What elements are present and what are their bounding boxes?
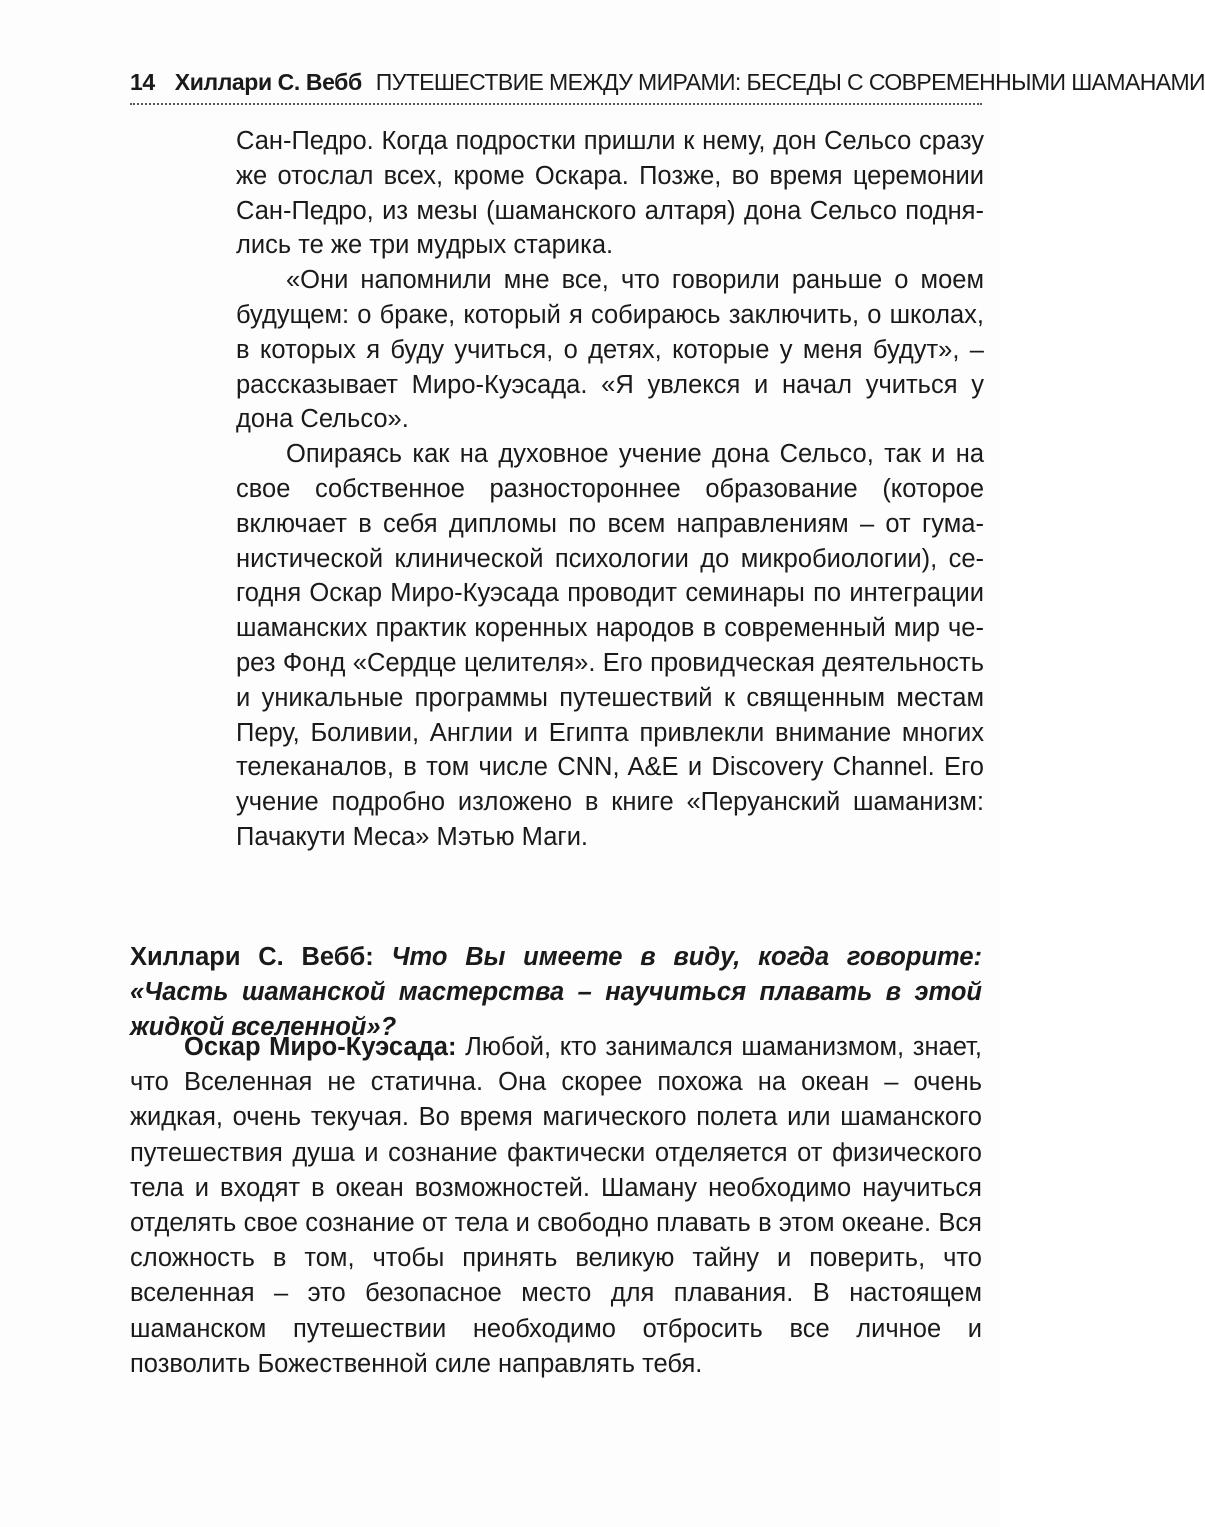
header-dotted-rule bbox=[130, 103, 982, 105]
answer-speaker: Оскар Миро-Куэсада: bbox=[184, 1033, 457, 1061]
narrative-paragraph-1: Сан-Педро. Когда подростки пришли к нему, дон Сельсо сразу же отослал всех, кроме Оскара. Позже, во время церемонии Сан-Педро, из мезы (шаманского алтаря) дона Сельсо поднялись те же три мудрых старика. bbox=[236, 127, 984, 260]
header-book-title: ПУТЕШЕСТВИЕ МЕЖДУ МИРАМИ: БЕСЕДЫ С СОВРЕМЕННЫМИ ШАМАНАМИ bbox=[375, 69, 1205, 95]
narrative-section bbox=[236, 124, 984, 855]
interview-answer bbox=[130, 1030, 982, 1382]
question-text: Что Вы имеете в виду, когда говорите: «Часть шаманской мастерства – научиться плавать в этой жидкой вселенной»? bbox=[130, 943, 982, 1041]
header-author: Хиллари С. Вебб bbox=[174, 69, 362, 95]
narrative-paragraph-3: Опираясь как на духовное учение дона Сельсо, так и на свое собственное разностороннее образование (которое включает в себя дипломы по всем направлениям – от гуманистической клинической психологии до микробиологии), сегодня Оскар Миро-Куэсада проводит семинары по интеграции шаманских практик коренных народов в современный мир через Фонд «Сердце целителя». Его провидческая деятельность и уникальные программы путешествий к священным местам Перу, Боливии, Англии и Египта привлекли внимание многих телеканалов, в том числе CNN, A&E и Discovery Channel. Его учение подробно изложено в книге «Перуанский шаманизм: Пачакути Меса» Мэтью Маги. bbox=[236, 440, 984, 851]
page-number: 14 bbox=[130, 69, 155, 95]
question-speaker: Хиллари С. Вебб: bbox=[130, 943, 374, 971]
answer-text: Любой, кто занимался шаманизмом, знает, что Вселенная не статична. Она скорее похожа на океан – очень жидкая, очень текучая. Во время магического полета или шаманского путешествия душа и сознание фактически отделяется от физического тела и входят в океан возможностей. Шаману необходимо научиться отделять свое сознание от тела и свободно плавать в этом океане. Вся сложность в том, чтобы принять великую тайну и поверить, что вселенная – это безопасное место для плавания. В настоящем шаманском путешествии необходимо отбросить все личное и позволить Божественной силе направлять тебя. bbox=[130, 1033, 982, 1378]
running-header bbox=[130, 62, 1205, 102]
answer-paragraph bbox=[130, 1030, 982, 1382]
narrative-paragraph-2: «Они напомнили мне все, что говорили раньше о моем будущем: о браке, который я собираюсь заключить, о школах, в которых я буду учиться, о детях, которые у меня будут», – рассказывает Миро-Куэсада. «Я увлекся и начал учиться у дона Сельсо». bbox=[236, 266, 984, 434]
